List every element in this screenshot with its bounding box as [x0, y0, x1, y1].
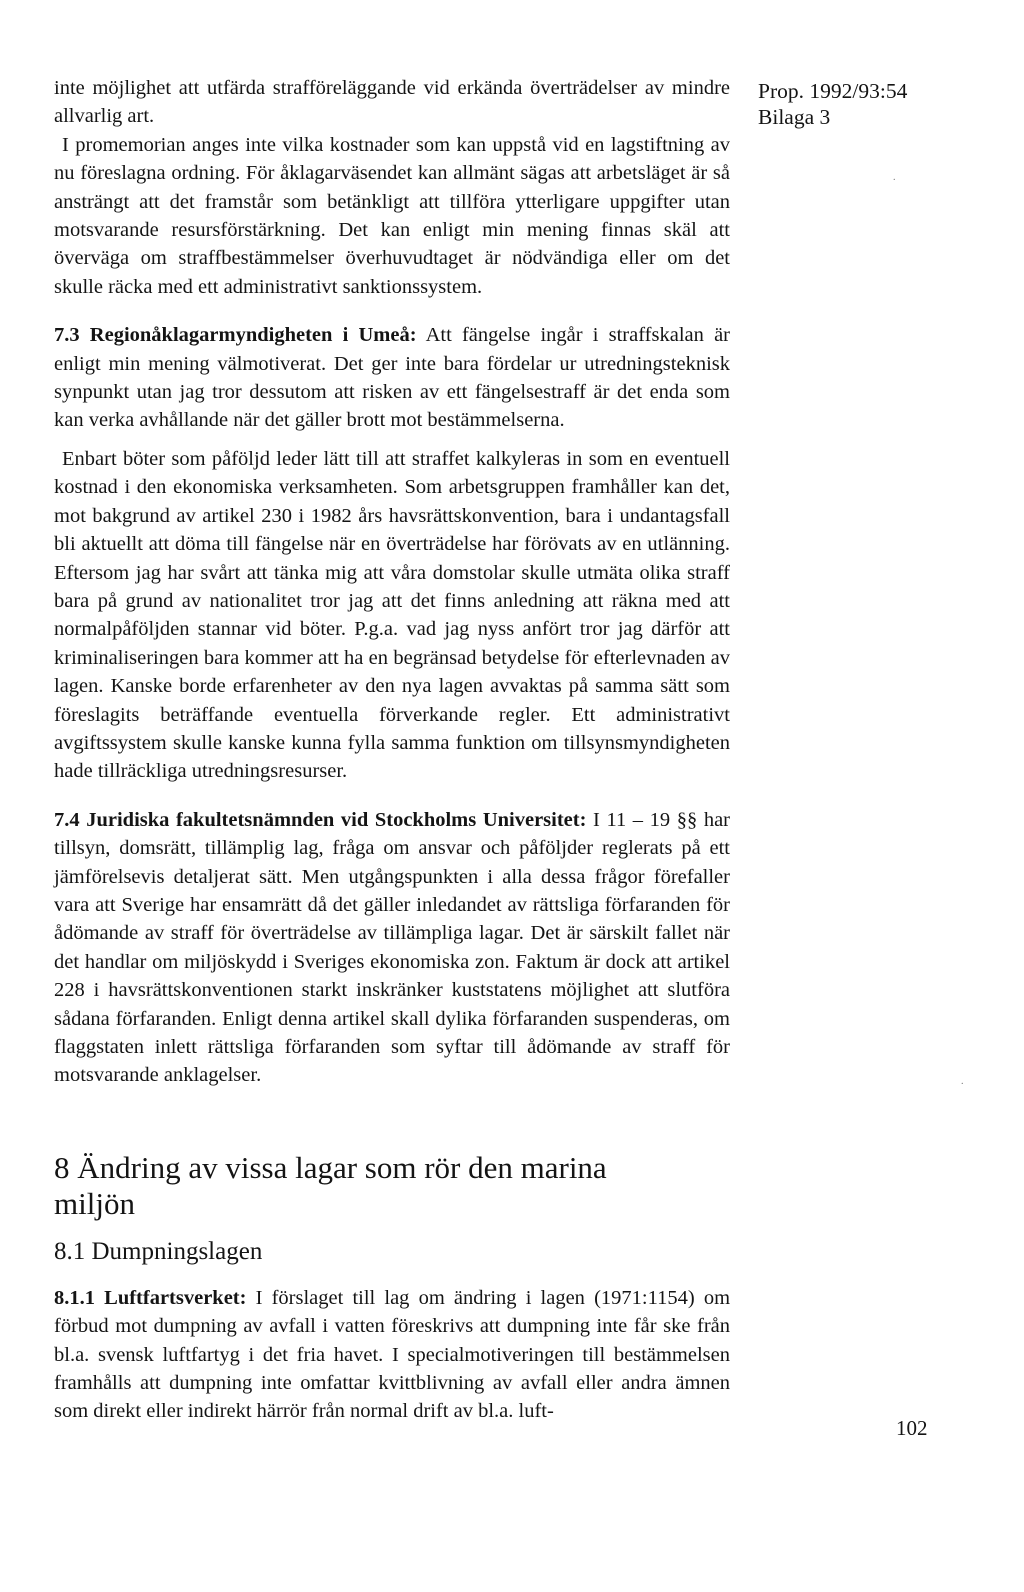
section-7-3-label: 7.3 Regionåklagarmyndigheten i Umeå:: [54, 324, 417, 347]
section-7-4-label: 7.4 Juridiska fakultetsnämnden vid Stockholms Universitet:: [54, 808, 587, 831]
section-8-1-1-label: 8.1.1 Luftfartsverket:: [54, 1286, 247, 1309]
section-8-1-1-text: I förslaget till lag om ändring i lagen (1971:1154) om förbud mot dumpning av avfall i vatten föreskrivs att dumpning inte får ske från bl.a. svensk luftfartyg i det fria havet. I specialmotiveringen till bestämmelsen framhålls att dumpning inte omfattar kvittblivning av avfall eller andra ämnen som direkt eller indirekt härrör från normal drift av bl.a. luft-: [54, 1286, 731, 1423]
section-7-4-text: I 11 – 19 §§ har tillsyn, domsrätt, tillämplig lag, fråga om ansvar och påföljder reglerats på ett jämförelsevis detaljerat sätt. Men utgångspunkten i alla dessa frågor förefaller vara att Sverige har ensamrätt då det gäller inledandet av rättsliga förfaranden för ådömande av straff för överträdelse av tillämpliga lagar. Det är särskilt fallet när det handlar om miljöskydd i Sveriges ekonomiska zon. Faktum är dock att artikel 228 i havsrättskonventionen starkt inskränker kuststatens möjlighet att slutföra sådana förfaranden. Enligt denna artikel skall dylika förfaranden suspenderas, om flaggstaten inlett rättsliga förfaranden som syftar till ådömande av straff för motsvarande anklagelser.: [54, 808, 730, 1087]
scan-speck: .: [893, 172, 896, 183]
prop-reference: Prop. 1992/93:54: [758, 79, 908, 103]
paragraph-intro: inte möjlighet att utfärda strafföreläggande vid erkända överträdelser av mindre allvarlig art.: [54, 77, 730, 128]
bilaga-reference: Bilaga 3: [758, 105, 831, 129]
section-8-1-1: [54, 1284, 730, 1426]
section-heading: 8.1 Dumpningslagen: [54, 1237, 263, 1265]
section-7-4: [54, 806, 730, 1090]
chapter-heading: 8 Ändring av vissa lagar som rör den marina miljön: [54, 1149, 607, 1221]
page-number: 102: [896, 1416, 928, 1440]
main-text-column: [54, 74, 730, 1426]
section-7-3: [54, 321, 730, 435]
margin-reference: [758, 78, 907, 130]
paragraph-fines: Enbart böter som påföljd leder lätt till att straffet kalkyleras in som en eventuell kostnad i den ekonomiska verksamheten. Som arbetsgruppen framhåller kan det, mot bakgrund av artikel 230 i 1982 års havsrättskonvention, bara i undantagsfall bli aktuellt att döma till fängelse när en överträdelse har förövats av en utlänning. Eftersom jag har svårt att tänka mig att våra domstolar skulle utmäta olika straff bara på grund av nationalitet tror jag att det finns anledning att räkna med att normalpåföljden stannar vid böter. P.g.a. vad jag nyss anfört tror jag därför att kriminaliseringen bara kommer att ha en begränsad betydelse för efterlevnaden av lagen. Kanske borde erfarenheter av den nya lagen avvaktas på samma sätt som föreslagits beträffande eventuella förverkande regler. Ett administrativt avgiftssystem skulle kanske kunna fylla samma funktion om tillsynsmyndigheten hade tillräckliga utredningsresurser.: [54, 447, 730, 783]
paragraph-costs: I promemorian anges inte vilka kostnader som kan uppstå vid en lagstiftning av nu föreslagna ordning. För åklagarväsendet kan allmänt sägas att arbetsläget är så ansträngt att det framstår som betänkligt att tillföra ytterligare uppgifter utan motsvarande resursförstärkning. Det kan enligt min mening finnas skäl att överväga om straffbestämmelser överhuvudtaget är nödvändiga eller om det skulle räcka med ett administrativt sanktionssystem.: [54, 133, 730, 298]
section-7-3-text: Att fängelse ingår i straffskalan är enligt min mening välmotiverat. Det ger inte bara fördelar ur utredningsteknisk synpunkt utan jag tror dessutom att risken av ett fängelsestraff är det enda som kan verka avhållande när det gäller brott mot bestämmelserna.: [54, 324, 730, 432]
scan-speck: .: [961, 1076, 964, 1087]
